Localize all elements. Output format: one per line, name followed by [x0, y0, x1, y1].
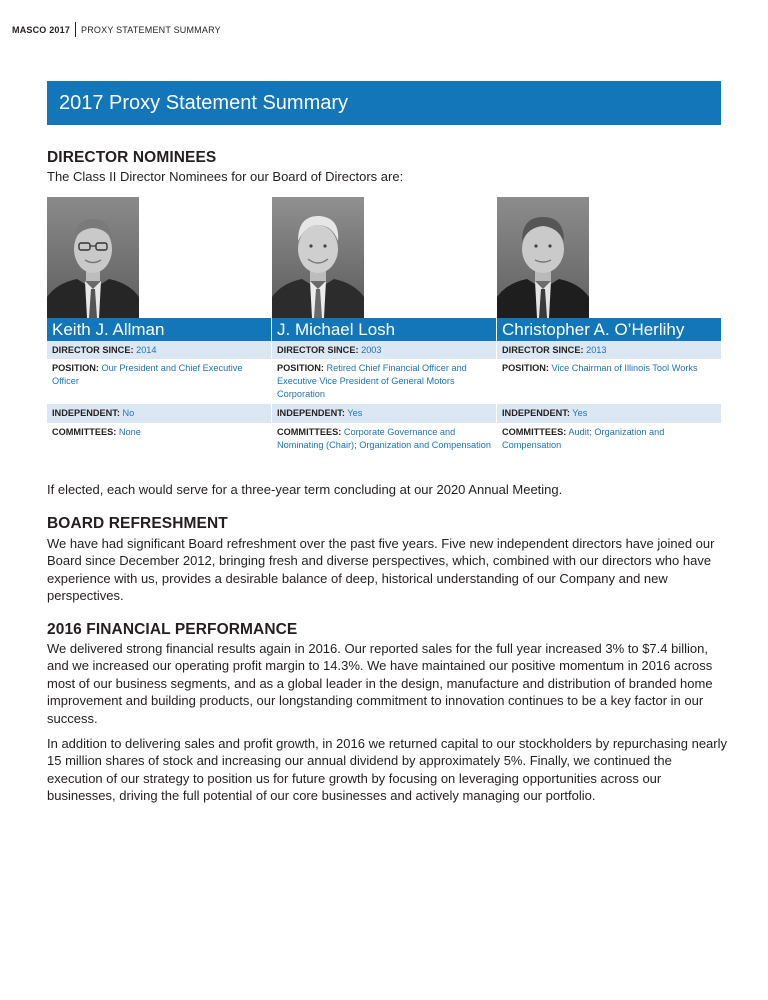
- committees-row: [272, 423, 496, 468]
- position-row: [272, 359, 496, 404]
- board-refreshment-heading: BOARD REFRESHMENT: [47, 515, 228, 532]
- position-row: [47, 359, 271, 404]
- director-since-value: 2014: [136, 345, 157, 355]
- director-nominees-heading: DIRECTOR NOMINEES: [47, 149, 217, 166]
- position-label: POSITION:: [277, 363, 324, 373]
- header-brand: MASCO 2017: [12, 24, 71, 35]
- director-since-row: [47, 341, 271, 359]
- section-banner: [47, 81, 721, 125]
- committees-row: [47, 423, 271, 468]
- nominee-card: [497, 197, 721, 468]
- header-divider: [75, 22, 76, 37]
- running-header: [12, 22, 221, 37]
- header-section: PROXY STATEMENT SUMMARY: [81, 24, 221, 35]
- nominees-term-note: If elected, each would serve for a three-year term concluding at our 2020 Annual Meeting.: [47, 482, 563, 497]
- position-label: POSITION:: [502, 363, 549, 373]
- director-since-value: 2003: [361, 345, 382, 355]
- position-label: POSITION:: [52, 363, 99, 373]
- nominee-portrait: [272, 197, 364, 318]
- position-value: Vice Chairman of Illinois Tool Works: [551, 363, 698, 373]
- independent-value: Yes: [347, 408, 363, 418]
- committees-value: None: [118, 427, 141, 437]
- independent-row: [497, 404, 721, 423]
- financial-performance-heading: 2016 FINANCIAL PERFORMANCE: [47, 621, 298, 638]
- committees-value: Corporate Governance and Nominating (Chair); Organization and Compensation: [277, 427, 491, 450]
- committees-value: Audit; Organization and Compensation: [502, 427, 665, 450]
- nominee-portrait: [497, 197, 589, 318]
- director-nominees-intro: The Class II Director Nominees for our Board of Directors are:: [47, 169, 404, 184]
- independent-row: [272, 404, 496, 423]
- independent-label: INDEPENDENT:: [52, 408, 120, 418]
- independent-label: INDEPENDENT:: [502, 408, 570, 418]
- page-title: 2017 Proxy Statement Summary: [59, 92, 349, 114]
- director-since-label: DIRECTOR SINCE:: [502, 345, 584, 355]
- financial-performance-paragraph-1: We delivered strong financial results again in 2016. Our reported sales for the full year increased 3% to $7.4 billion, and we increased our operating profit margin to 14.3%. We have maintained our positive momentum in 2016 across most of our business segments, and as a global leader in the design, manufacture and distribution of branded home improvement and building products, our longstanding commitment to innovation continues to be a key factor in our success.: [47, 641, 713, 726]
- position-value: Retired Chief Financial Officer and Executive Vice President of General Motors Corporation: [277, 363, 467, 399]
- nominee-card: [47, 197, 271, 468]
- independent-label: INDEPENDENT:: [277, 408, 345, 418]
- nominee-name: Keith J. Allman: [47, 318, 271, 341]
- nominee-card: [272, 197, 496, 468]
- director-since-label: DIRECTOR SINCE:: [277, 345, 359, 355]
- nominee-portrait: [47, 197, 139, 318]
- committees-row: [497, 423, 721, 468]
- director-since-row: [497, 341, 721, 359]
- position-row: [497, 359, 721, 404]
- independent-value: No: [122, 408, 135, 418]
- board-refreshment-text: We have had significant Board refreshment over the past five years. Five new independent directors have joined our Board since December 2012, bringing fresh and diverse perspectives, which, combined with our directors who have experience with us, provides a desirable balance of deep, historical understanding of our Company and new perspectives.: [47, 536, 715, 604]
- director-since-row: [272, 341, 496, 359]
- independent-value: Yes: [572, 408, 588, 418]
- independent-row: [47, 404, 271, 423]
- position-value: Our President and Chief Executive Officer: [52, 363, 243, 386]
- nominee-name: Christopher A. O’Herlihy: [497, 318, 721, 341]
- director-since-value: 2013: [586, 345, 607, 355]
- committees-label: COMMITTEES:: [502, 427, 567, 437]
- nominee-name: J. Michael Losh: [272, 318, 496, 341]
- committees-label: COMMITTEES:: [277, 427, 342, 437]
- director-since-label: DIRECTOR SINCE:: [52, 345, 134, 355]
- committees-label: COMMITTEES:: [52, 427, 117, 437]
- financial-performance-paragraph-2: In addition to delivering sales and profit growth, in 2016 we returned capital to our stockholders by repurchasing nearly 15 million shares of stock and increasing our annual dividend by approximately 5%. Finally, we continued the execution of our strategy to position us for future growth by focusing on leveraging opportunities across our businesses, driving the full potential of our core businesses and actively managing our portfolio.: [47, 736, 728, 804]
